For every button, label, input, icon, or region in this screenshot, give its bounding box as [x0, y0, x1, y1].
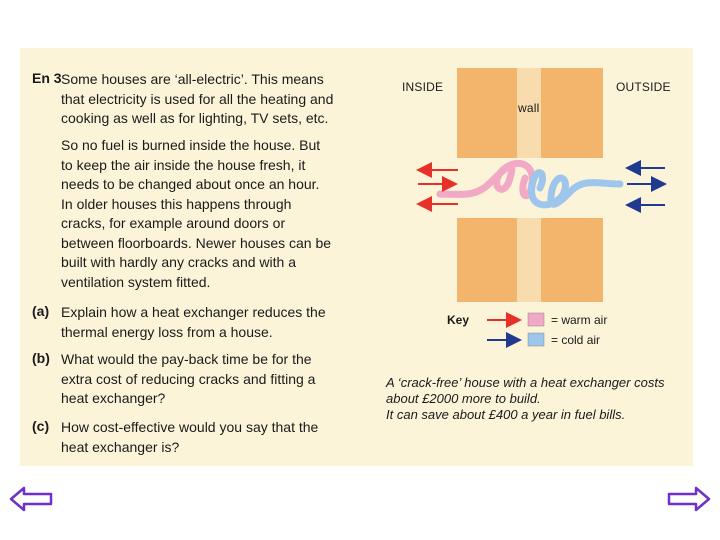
text-line: built with hardly any cracks and with a	[61, 254, 296, 270]
text-line: heat exchanger?	[61, 390, 166, 406]
text-line: thermal energy loss from a house.	[61, 323, 273, 340]
right-arrow-icon	[669, 488, 709, 510]
text-line: extra cost of reducing cracks and fitting a	[61, 370, 316, 387]
text-line: Some houses are ‘all-electric’. This means	[61, 71, 324, 87]
text-line: How cost-effective would you say that the	[61, 419, 319, 435]
question-a-letter: (a)	[32, 303, 50, 319]
wall-cavity-lower	[517, 218, 541, 302]
key-title: Key	[447, 313, 470, 327]
caption-line: A ‘crack-free’ house with a heat exchanger costs	[386, 375, 665, 390]
left-arrow-icon	[11, 488, 51, 510]
text-line: What would the pay-back time be for the	[61, 351, 312, 367]
question-b-letter: (b)	[32, 350, 50, 366]
exercise-label: En 3	[32, 70, 62, 86]
caption-line: It can save about £400 a year in fuel bills.	[386, 407, 626, 422]
text-line: In older houses this happens through	[61, 195, 292, 212]
text-line: So no fuel is burned inside the house. But	[61, 137, 321, 153]
previous-slide-button[interactable]	[8, 484, 54, 514]
key-warm-label: = warm air	[551, 313, 608, 327]
text-line: to keep the air inside the house fresh, it	[61, 156, 306, 173]
text-line: cooking as well as for lighting, TV sets, etc.	[61, 110, 329, 126]
textbook-page	[20, 48, 693, 466]
outside-label: OUTSIDE	[616, 80, 671, 94]
key-warm-swatch	[528, 313, 544, 326]
caption-line: about £2000 more to build.	[386, 391, 541, 406]
text-line: Explain how a heat exchanger reduces the	[61, 304, 326, 320]
key-cold-label: = cold air	[551, 333, 601, 347]
wall-label: wall	[518, 101, 540, 115]
inside-label: INSIDE	[402, 80, 444, 94]
text-line: between floorboards. Newer houses can be	[61, 234, 332, 251]
next-slide-button[interactable]	[666, 484, 712, 514]
text-line: that electricity is used for all the heating and	[61, 90, 334, 107]
diagram-caption	[386, 375, 664, 423]
text-line: heat exchanger is?	[61, 438, 180, 455]
text-line: cracks, for example around doors or	[61, 215, 286, 231]
text-line: needs to be changed about once an hour.	[61, 176, 320, 192]
text-line: ventilation system fitted.	[61, 273, 211, 290]
question-c-letter: (c)	[32, 418, 50, 434]
key-cold-swatch	[528, 333, 544, 346]
